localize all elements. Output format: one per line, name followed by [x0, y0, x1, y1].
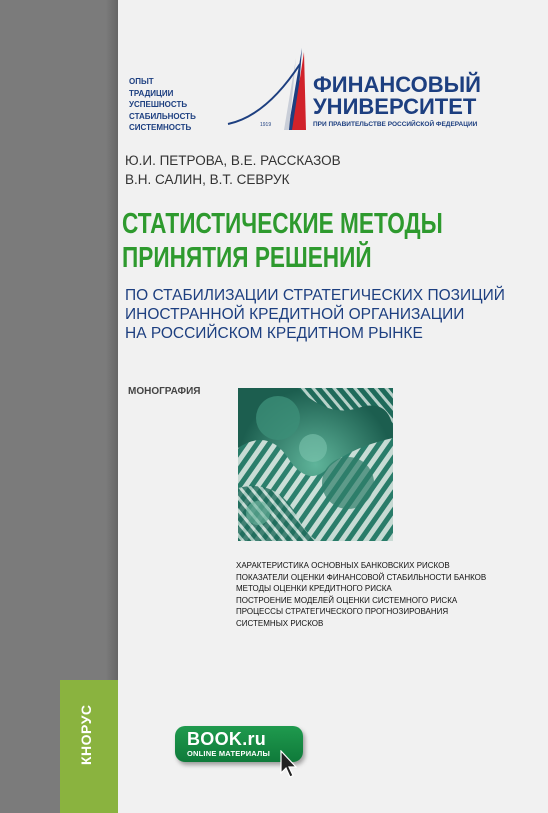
- value-item: СТАБИЛЬНОСТЬ: [129, 111, 196, 121]
- authors-line: В.Н. САЛИН, В.Т. СЕВРУК: [125, 172, 290, 187]
- book-ru-sublabel: ONLINE МАТЕРИАЛЫ: [187, 749, 270, 758]
- book-title: [122, 207, 443, 275]
- topic-item: СИСТЕМНЫХ РИСКОВ: [236, 618, 324, 628]
- university-subtitle: ПРИ ПРАВИТЕЛЬСТВЕ РОССИЙСКОЙ ФЕДЕРАЦИИ: [313, 121, 478, 128]
- logo-year: 1919: [260, 122, 272, 128]
- topic-item: ПОСТРОЕНИЕ МОДЕЛЕЙ ОЦЕНКИ СИСТЕМНОГО РИСКА: [236, 595, 458, 605]
- publisher-name: КНОРУС: [78, 704, 94, 766]
- university-name: [313, 74, 481, 118]
- book-subtitle-line: ПО СТАБИЛИЗАЦИИ СТРАТЕГИЧЕСКИХ ПОЗИЦИЙ: [125, 287, 505, 304]
- book-title-line: СТАТИСТИЧЕСКИЕ МЕТОДЫ: [122, 208, 443, 240]
- value-item: СИСТЕМНОСТЬ: [129, 123, 192, 132]
- topics-list: [236, 560, 546, 629]
- topic-item: ХАРАКТЕРИСТИКА ОСНОВНЫХ БАНКОВСКИХ РИСКОВ: [236, 561, 450, 570]
- book-subtitle-line: НА РОССИЙСКОМ КРЕДИТНОМ РЫНКЕ: [125, 325, 423, 342]
- value-item: ОПЫТ: [129, 77, 154, 86]
- book-ru-label: BOOK.ru: [187, 729, 267, 749]
- fractal-art: [238, 388, 393, 541]
- book-subtitle: [125, 286, 505, 343]
- book-subtitle-line: ИНОСТРАННОЙ КРЕДИТНОЙ ОРГАНИЗАЦИИ: [125, 306, 465, 323]
- authors: [125, 151, 341, 189]
- university-values: [129, 76, 229, 134]
- topic-item: МЕТОДЫ ОЦЕНКИ КРЕДИТНОГО РИСКА: [236, 584, 392, 593]
- book-genre: МОНОГРАФИЯ: [128, 386, 201, 397]
- value-item: УСПЕШНОСТЬ: [129, 100, 188, 109]
- university-logo-icon: [226, 44, 318, 132]
- book-title-line: ПРИНЯТИЯ РЕШЕНИЙ: [122, 242, 372, 274]
- authors-line: Ю.И. ПЕТРОВА, В.Е. РАССКАЗОВ: [125, 153, 341, 168]
- university-name-line: ФИНАНСОВЫЙ: [313, 72, 481, 97]
- topic-item: ПОКАЗАТЕЛИ ОЦЕНКИ ФИНАНСОВОЙ СТАБИЛЬНОСТИ БАНКОВ: [236, 572, 487, 582]
- cursor-arrow-icon: [279, 750, 299, 780]
- cover-fractal-image: [238, 388, 393, 541]
- value-item: ТРАДИЦИИ: [129, 88, 174, 98]
- university-name-line: УНИВЕРСИТЕТ: [313, 94, 477, 119]
- topic-item: ПРОЦЕССЫ СТРАТЕГИЧЕСКОГО ПРОГНОЗИРОВАНИЯ: [236, 607, 449, 616]
